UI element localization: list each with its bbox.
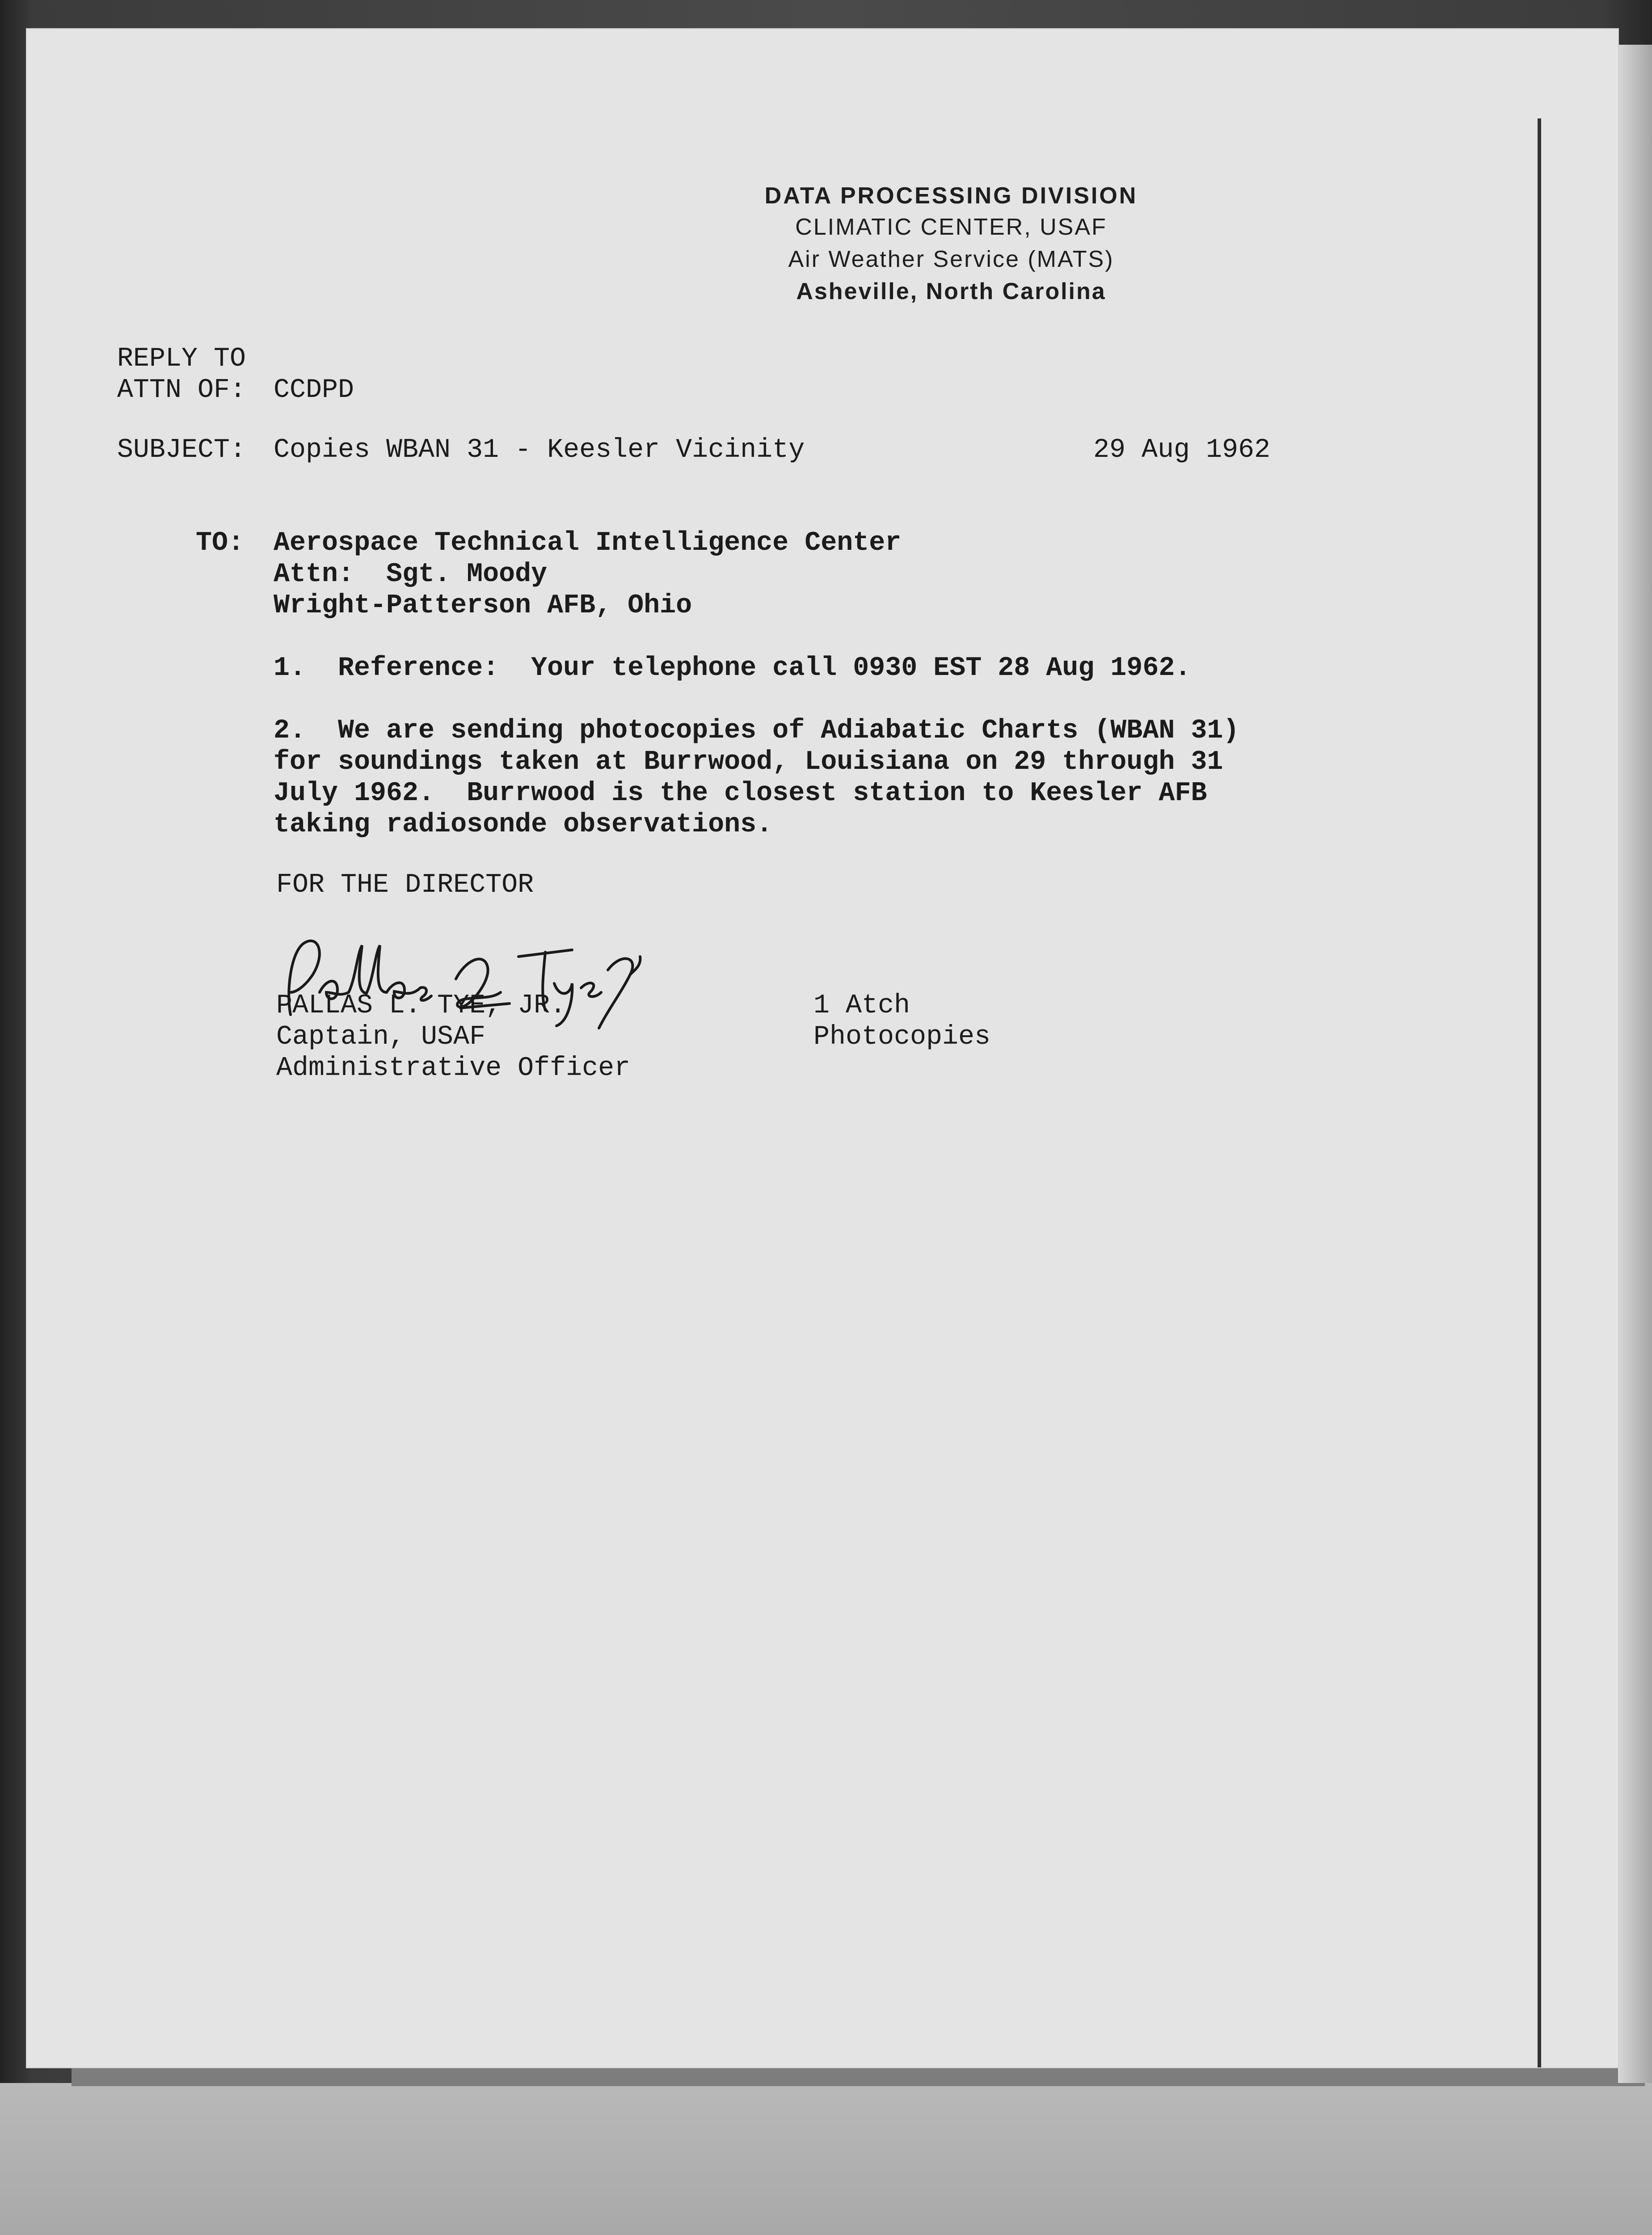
reply-to-label: REPLY TO: [117, 344, 246, 374]
subject-value: Copies WBAN 31 - Keesler Vicinity: [274, 435, 805, 465]
paragraph-1: 1. Reference: Your telephone call 0930 EST 28 Aug 1962.: [274, 653, 1191, 683]
to-line-2: Attn: Sgt. Moody: [274, 559, 548, 590]
paragraph-2-line-4: taking radiosonde observations.: [274, 810, 773, 840]
underlying-sheet-edge: [72, 2067, 1645, 2086]
page-margin-rule: [1538, 118, 1541, 2067]
letterhead-center: CLIMATIC CENTER, USAF: [795, 214, 1107, 240]
signer-title-2: Administrative Officer: [276, 1053, 631, 1084]
attn-of-label: ATTN OF:: [117, 375, 246, 405]
to-line-3: Wright-Patterson AFB, Ohio: [274, 590, 692, 621]
attn-of-value: CCDPD: [274, 375, 354, 405]
letterhead-location: Asheville, North Carolina: [796, 278, 1106, 304]
paragraph-2-line-2: for soundings taken at Burrwood, Louisiana on 29 through 31: [274, 747, 1223, 777]
signer-title-1: Captain, USAF: [276, 1022, 486, 1052]
letterhead-service: Air Weather Service (MATS): [788, 246, 1114, 272]
closing-line: FOR THE DIRECTOR: [276, 870, 534, 900]
signer-name: PALLAS L. TYE, JR.: [276, 991, 566, 1021]
letter-date: 29 Aug 1962: [1093, 435, 1271, 465]
handwritten-signature: [277, 925, 644, 1033]
underlying-sheet: [0, 2083, 1652, 2235]
letterhead-division: DATA PROCESSING DIVISION: [764, 183, 1138, 209]
signature-text: Pallas L. Tye Jr: [277, 925, 282, 926]
attachment-description: Photocopies: [813, 1022, 991, 1052]
to-label: TO:: [196, 528, 244, 558]
paragraph-2-line-3: July 1962. Burrwood is the closest station to Keesler AFB: [274, 778, 1207, 809]
paragraph-2-line-1: 2. We are sending photocopies of Adiabatic Charts (WBAN 31): [274, 716, 1239, 746]
subject-label: SUBJECT:: [117, 435, 246, 465]
to-line-1: Aerospace Technical Intelligence Center: [274, 528, 902, 558]
page-edge-strip: [1618, 45, 1652, 2083]
attachment-count: 1 Atch: [813, 991, 910, 1021]
